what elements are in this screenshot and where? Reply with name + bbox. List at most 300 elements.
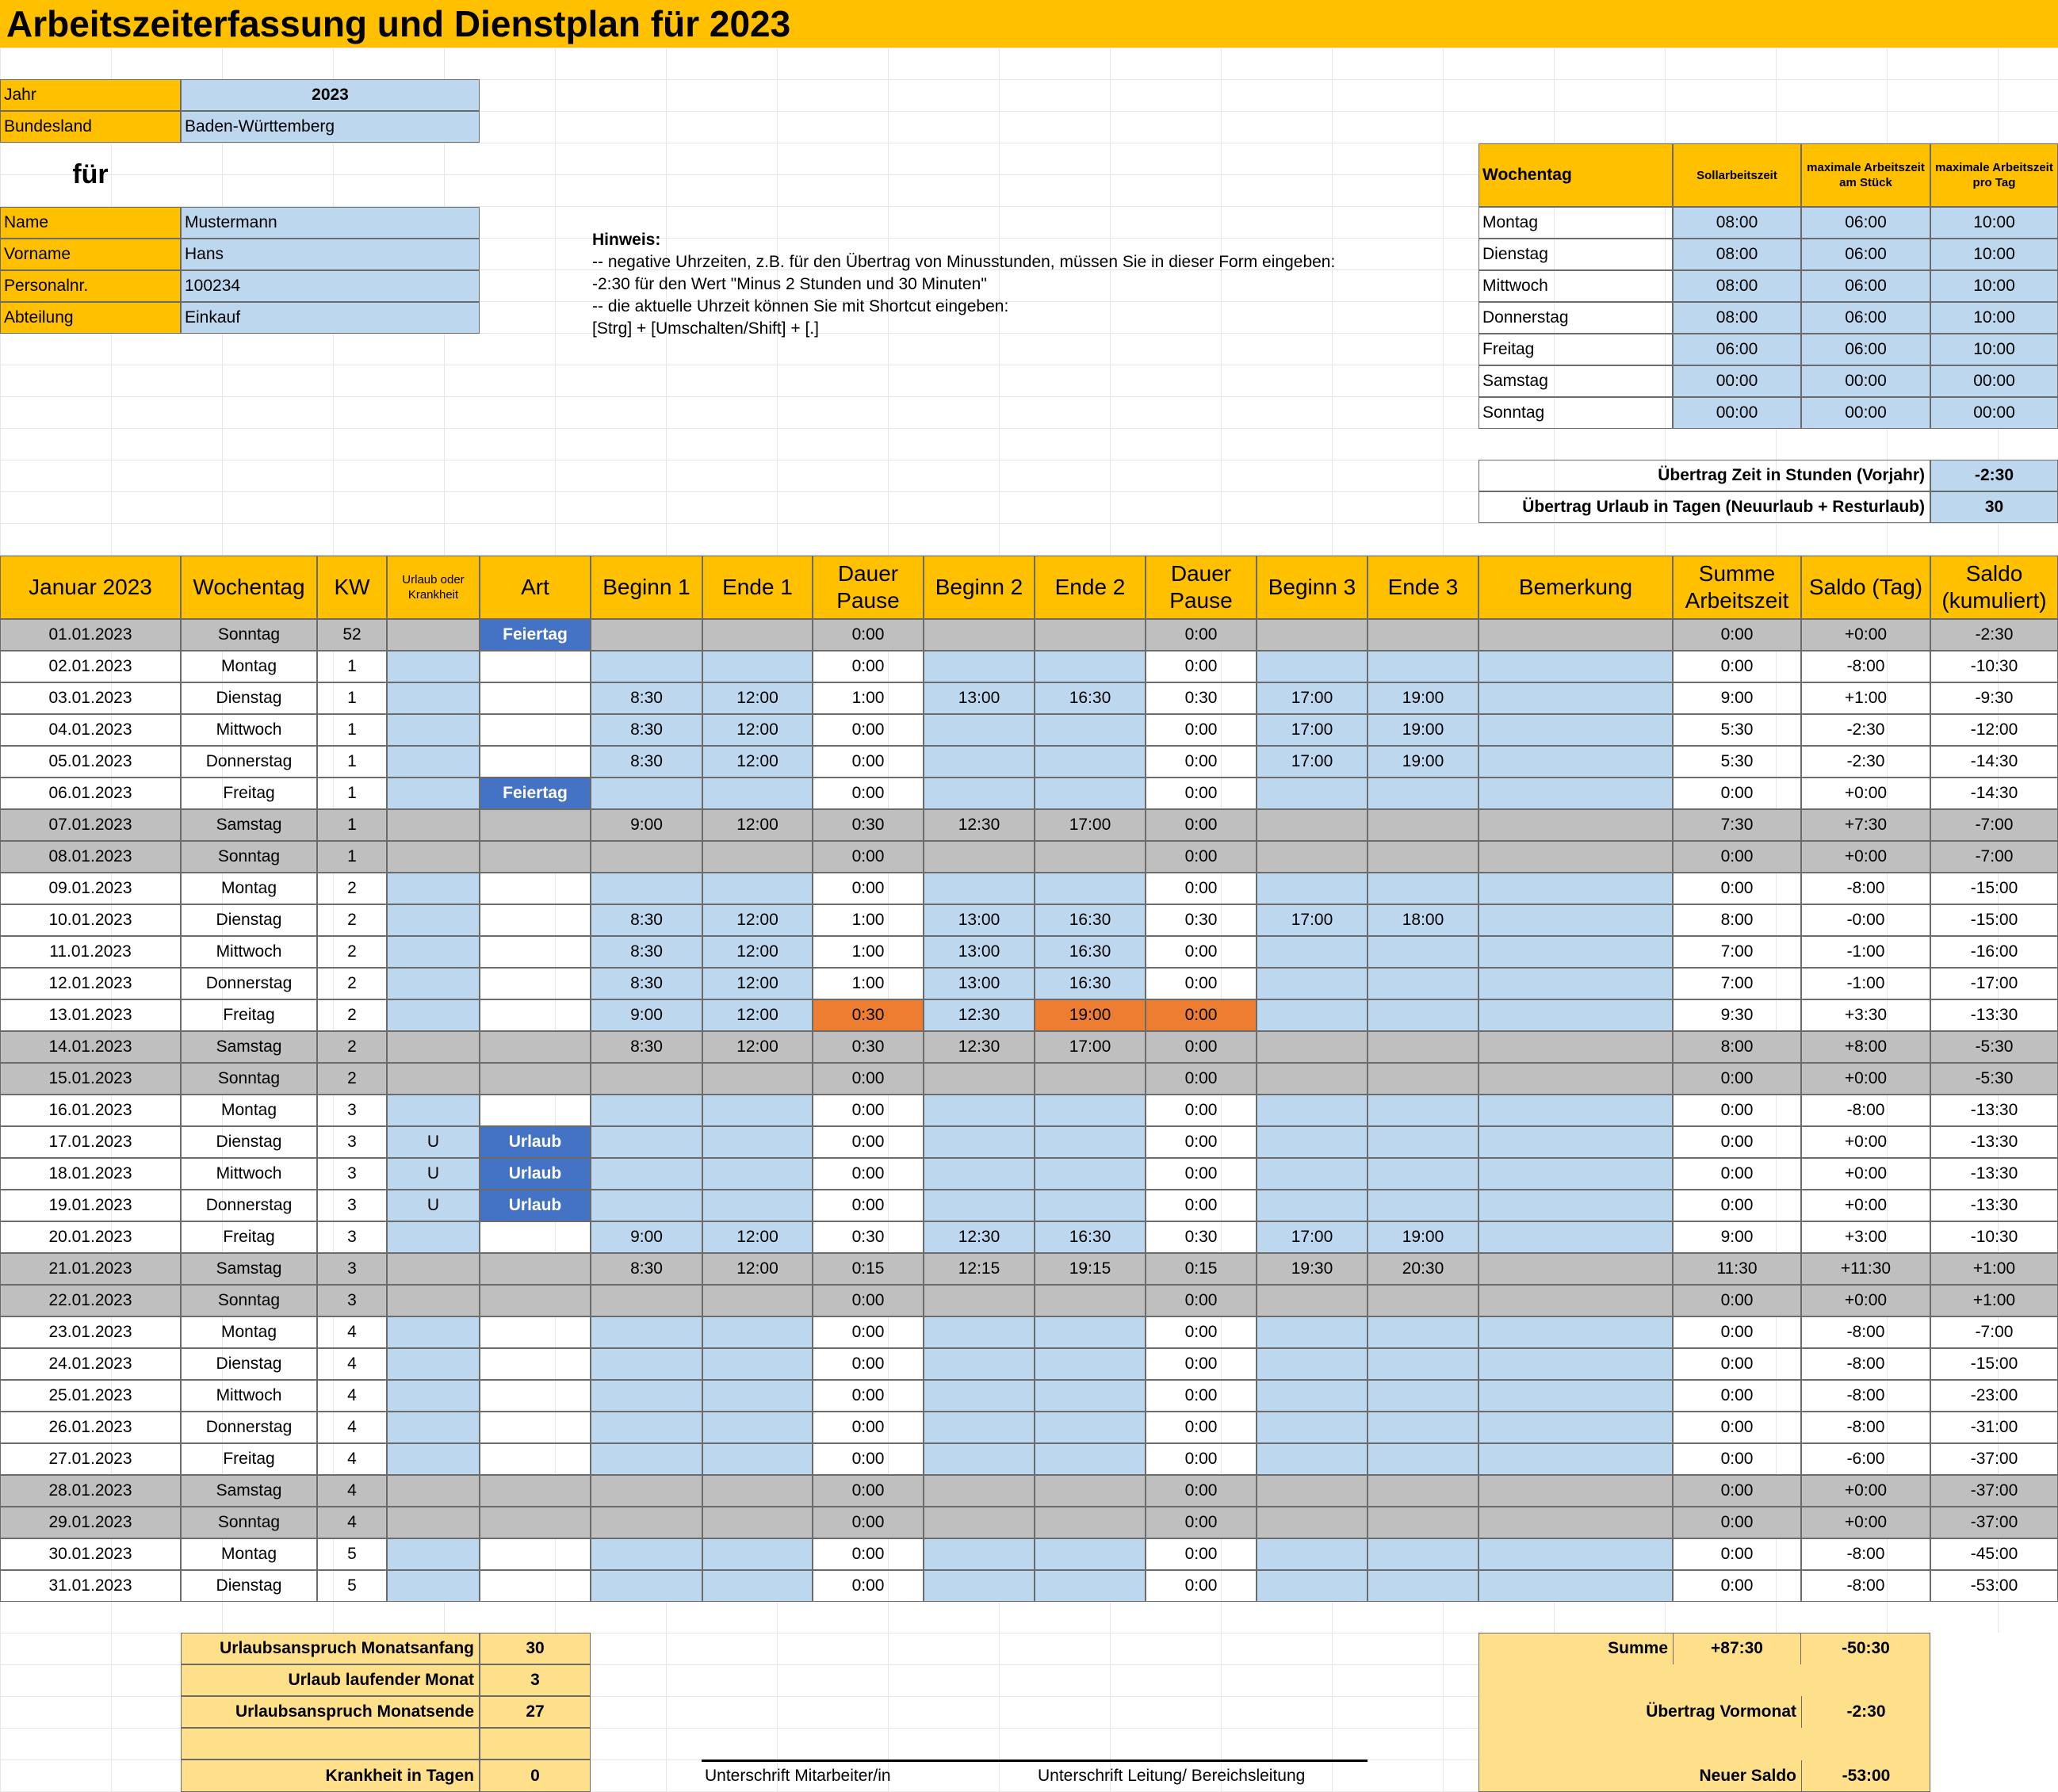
name-input[interactable]: Mustermann bbox=[181, 207, 480, 239]
row-cell-ende-3[interactable] bbox=[1368, 1475, 1478, 1507]
vorname-input[interactable]: Hans bbox=[181, 239, 480, 270]
row-cell-ende-1[interactable] bbox=[702, 1507, 813, 1538]
row-cell-ende-2[interactable]: 19:15 bbox=[1035, 1253, 1146, 1285]
row-cell-bemerkung[interactable] bbox=[1478, 936, 1673, 968]
row-cell-ende-3[interactable] bbox=[1368, 873, 1478, 904]
row-cell-beginn-3[interactable] bbox=[1257, 968, 1368, 999]
row-cell-beginn-2[interactable] bbox=[924, 1412, 1035, 1443]
weekly-hours-input[interactable]: 10:00 bbox=[1930, 334, 2058, 365]
row-cell-ende-1[interactable] bbox=[702, 1443, 813, 1475]
row-cell-ende-1[interactable] bbox=[702, 1316, 813, 1348]
row-cell-urlaub-krankheit[interactable] bbox=[387, 651, 480, 682]
row-cell-bemerkung[interactable] bbox=[1478, 1412, 1673, 1443]
weekly-hours-input[interactable]: 06:00 bbox=[1801, 270, 1930, 302]
row-cell-urlaub-krankheit[interactable] bbox=[387, 1443, 480, 1475]
row-cell-bemerkung[interactable] bbox=[1478, 904, 1673, 936]
row-cell-beginn-1[interactable] bbox=[591, 1443, 702, 1475]
row-cell-beginn-3[interactable] bbox=[1257, 1570, 1368, 1602]
row-cell-beginn-2[interactable] bbox=[924, 1190, 1035, 1221]
row-cell-beginn-1[interactable]: 8:30 bbox=[591, 1031, 702, 1063]
row-cell-beginn-3[interactable] bbox=[1257, 651, 1368, 682]
row-cell-ende-3[interactable] bbox=[1368, 999, 1478, 1031]
row-cell-kw: 2 bbox=[317, 999, 387, 1031]
row-cell-bemerkung[interactable] bbox=[1478, 1126, 1673, 1158]
row-cell-bemerkung[interactable] bbox=[1478, 714, 1673, 746]
row-cell-bemerkung[interactable] bbox=[1478, 873, 1673, 904]
row-cell-ende-1[interactable] bbox=[702, 1348, 813, 1380]
row-cell-beginn-1[interactable] bbox=[591, 1475, 702, 1507]
row-cell-beginn-1[interactable] bbox=[591, 1507, 702, 1538]
jahr-input[interactable]: 2023 bbox=[181, 79, 480, 111]
row-cell-urlaub-krankheit[interactable] bbox=[387, 682, 480, 714]
row-cell-urlaub-krankheit[interactable] bbox=[387, 1475, 480, 1507]
row-cell-beginn-2[interactable] bbox=[924, 841, 1035, 873]
row-cell-beginn-2[interactable]: 13:00 bbox=[924, 968, 1035, 999]
row-cell-ende-2[interactable] bbox=[1035, 1063, 1146, 1095]
row-cell-ende-3[interactable] bbox=[1368, 1507, 1478, 1538]
row-cell-ende-2[interactable] bbox=[1035, 841, 1146, 873]
row-cell-ende-2[interactable]: 16:30 bbox=[1035, 682, 1146, 714]
row-cell-urlaub-krankheit[interactable] bbox=[387, 904, 480, 936]
row-cell-ende-2[interactable] bbox=[1035, 1538, 1146, 1570]
row-cell-beginn-3[interactable]: 17:00 bbox=[1257, 714, 1368, 746]
row-cell-beginn-3[interactable] bbox=[1257, 936, 1368, 968]
row-cell-beginn-1[interactable] bbox=[591, 778, 702, 809]
weekly-hours-input[interactable]: 00:00 bbox=[1930, 365, 2058, 397]
row-cell-urlaub-krankheit[interactable] bbox=[387, 1063, 480, 1095]
row-cell-bemerkung[interactable] bbox=[1478, 1158, 1673, 1190]
row-cell-ende-1[interactable] bbox=[702, 1158, 813, 1190]
row-cell-ende-1[interactable] bbox=[702, 1126, 813, 1158]
row-cell-ende-2[interactable]: 17:00 bbox=[1035, 809, 1146, 841]
bundesland-select[interactable]: Baden-Württemberg bbox=[181, 111, 480, 143]
row-cell-bemerkung[interactable] bbox=[1478, 968, 1673, 999]
row-cell-beginn-2[interactable] bbox=[924, 1538, 1035, 1570]
row-cell-ende-2[interactable] bbox=[1035, 1570, 1146, 1602]
weekly-hours-input[interactable]: 06:00 bbox=[1673, 334, 1801, 365]
row-cell-beginn-3[interactable] bbox=[1257, 1126, 1368, 1158]
row-cell-beginn-3[interactable] bbox=[1257, 1507, 1368, 1538]
row-cell-urlaub-krankheit[interactable]: U bbox=[387, 1126, 480, 1158]
row-cell-urlaub-krankheit[interactable] bbox=[387, 1570, 480, 1602]
row-cell-beginn-3[interactable] bbox=[1257, 1158, 1368, 1190]
row-cell-ende-3[interactable]: 19:00 bbox=[1368, 1221, 1478, 1253]
row-cell-beginn-2[interactable]: 12:30 bbox=[924, 1031, 1035, 1063]
row-cell-urlaub-krankheit[interactable] bbox=[387, 841, 480, 873]
row-cell-beginn-2[interactable] bbox=[924, 1285, 1035, 1316]
row-cell-ende-1[interactable] bbox=[702, 841, 813, 873]
row-cell-art[interactable]: Urlaub bbox=[480, 1126, 591, 1158]
row-cell-beginn-3[interactable] bbox=[1257, 619, 1368, 651]
row-cell-beginn-1[interactable] bbox=[591, 1158, 702, 1190]
row-cell-beginn-2[interactable]: 13:00 bbox=[924, 904, 1035, 936]
row-cell-saldo-tag: -0:00 bbox=[1801, 904, 1930, 936]
row-cell-urlaub-krankheit[interactable] bbox=[387, 1412, 480, 1443]
row-cell-art bbox=[480, 809, 591, 841]
row-cell-ende-1[interactable] bbox=[702, 651, 813, 682]
row-cell-beginn-2[interactable] bbox=[924, 619, 1035, 651]
row-cell-ende-2[interactable] bbox=[1035, 714, 1146, 746]
uebertrag-zeit-input[interactable]: -2:30 bbox=[1930, 460, 2058, 491]
row-cell-kw: 3 bbox=[317, 1253, 387, 1285]
row-cell-ende-1[interactable]: 12:00 bbox=[702, 999, 813, 1031]
row-cell-beginn-1[interactable] bbox=[591, 1412, 702, 1443]
row-cell-ende-1[interactable]: 12:00 bbox=[702, 936, 813, 968]
row-cell-ende-3[interactable] bbox=[1368, 841, 1478, 873]
row-cell-beginn-2[interactable] bbox=[924, 1063, 1035, 1095]
row-cell-bemerkung[interactable] bbox=[1478, 999, 1673, 1031]
row-cell-ende-3[interactable] bbox=[1368, 809, 1478, 841]
row-cell-ende-2[interactable]: 19:00 bbox=[1035, 999, 1146, 1031]
row-cell-ende-2[interactable] bbox=[1035, 1348, 1146, 1380]
row-cell-beginn-1[interactable] bbox=[591, 1348, 702, 1380]
weekly-hours-input[interactable]: 06:00 bbox=[1801, 207, 1930, 239]
weekly-hours-input[interactable]: 10:00 bbox=[1930, 270, 2058, 302]
weekly-hours-input[interactable]: 08:00 bbox=[1673, 239, 1801, 270]
weekly-hours-input[interactable]: 06:00 bbox=[1801, 334, 1930, 365]
row-cell-ende-3[interactable]: 18:00 bbox=[1368, 904, 1478, 936]
row-cell-beginn-1[interactable]: 8:30 bbox=[591, 746, 702, 778]
weekly-hours-input[interactable]: 08:00 bbox=[1673, 270, 1801, 302]
row-cell-ende-3[interactable] bbox=[1368, 1570, 1478, 1602]
row-cell-ende-2[interactable] bbox=[1035, 1158, 1146, 1190]
row-cell-art[interactable]: Urlaub bbox=[480, 1158, 591, 1190]
row-cell-beginn-1[interactable] bbox=[591, 1538, 702, 1570]
row-cell-beginn-2[interactable]: 12:30 bbox=[924, 809, 1035, 841]
row-cell-beginn-2[interactable]: 12:30 bbox=[924, 999, 1035, 1031]
weekly-hours-input[interactable]: 00:00 bbox=[1801, 365, 1930, 397]
row-cell-bemerkung[interactable] bbox=[1478, 1190, 1673, 1221]
row-cell-beginn-2[interactable] bbox=[924, 1443, 1035, 1475]
row-cell-bemerkung[interactable] bbox=[1478, 1443, 1673, 1475]
row-cell-ende-3[interactable] bbox=[1368, 1348, 1478, 1380]
row-cell-ende-3[interactable] bbox=[1368, 778, 1478, 809]
row-cell-beginn-1[interactable] bbox=[591, 1190, 702, 1221]
row-cell-beginn-1[interactable]: 9:00 bbox=[591, 1221, 702, 1253]
row-cell-ende-2[interactable] bbox=[1035, 1443, 1146, 1475]
row-cell-urlaub-krankheit[interactable] bbox=[387, 1253, 480, 1285]
weekly-hours-input[interactable]: 10:00 bbox=[1930, 207, 2058, 239]
row-cell-urlaub-krankheit[interactable]: U bbox=[387, 1190, 480, 1221]
row-cell-ende-2[interactable] bbox=[1035, 778, 1146, 809]
row-cell-ende-3[interactable] bbox=[1368, 1285, 1478, 1316]
row-cell-beginn-2[interactable] bbox=[924, 1126, 1035, 1158]
row-cell-urlaub-krankheit[interactable] bbox=[387, 1538, 480, 1570]
row-cell-ende-1[interactable] bbox=[702, 1475, 813, 1507]
row-cell-ende-3[interactable] bbox=[1368, 968, 1478, 999]
row-cell-ende-3[interactable]: 20:30 bbox=[1368, 1253, 1478, 1285]
row-cell-ende-2[interactable] bbox=[1035, 1190, 1146, 1221]
row-cell-bemerkung[interactable] bbox=[1478, 682, 1673, 714]
row-cell-bemerkung[interactable] bbox=[1478, 619, 1673, 651]
row-cell-urlaub-krankheit[interactable] bbox=[387, 714, 480, 746]
weekly-hours-input[interactable]: 10:00 bbox=[1930, 302, 2058, 334]
row-cell-urlaub-krankheit[interactable] bbox=[387, 746, 480, 778]
row-cell-ende-3[interactable] bbox=[1368, 936, 1478, 968]
weekly-hours-input[interactable]: 06:00 bbox=[1801, 239, 1930, 270]
row-cell-ende-1[interactable] bbox=[702, 1570, 813, 1602]
row-cell-ende-1[interactable]: 12:00 bbox=[702, 968, 813, 999]
row-cell-beginn-1[interactable]: 8:30 bbox=[591, 682, 702, 714]
row-cell-beginn-2[interactable]: 13:00 bbox=[924, 682, 1035, 714]
row-cell-ende-3[interactable] bbox=[1368, 651, 1478, 682]
row-cell-art[interactable]: Feiertag bbox=[480, 778, 591, 809]
row-cell-beginn-1[interactable]: 9:00 bbox=[591, 809, 702, 841]
row-cell-beginn-1[interactable] bbox=[591, 1380, 702, 1412]
row-cell-urlaub-krankheit[interactable] bbox=[387, 999, 480, 1031]
row-cell-ende-2[interactable] bbox=[1035, 1285, 1146, 1316]
weekly-hours-input[interactable]: 06:00 bbox=[1801, 302, 1930, 334]
row-cell-beginn-1[interactable] bbox=[591, 1063, 702, 1095]
row-cell-date: 30.01.2023 bbox=[0, 1538, 181, 1570]
row-cell-beginn-1[interactable] bbox=[591, 651, 702, 682]
row-cell-ende-1[interactable] bbox=[702, 1095, 813, 1126]
row-cell-urlaub-krankheit[interactable] bbox=[387, 619, 480, 651]
row-cell-date: 06.01.2023 bbox=[0, 778, 181, 809]
row-cell-beginn-1[interactable]: 9:00 bbox=[591, 999, 702, 1031]
row-cell-beginn-3[interactable]: 17:00 bbox=[1257, 904, 1368, 936]
row-cell-beginn-2[interactable] bbox=[924, 1507, 1035, 1538]
row-cell-ende-1[interactable]: 12:00 bbox=[702, 714, 813, 746]
row-cell-ende-3[interactable] bbox=[1368, 1538, 1478, 1570]
row-cell-beginn-2[interactable]: 13:00 bbox=[924, 936, 1035, 968]
row-cell-ende-3[interactable] bbox=[1368, 1126, 1478, 1158]
row-cell-beginn-1[interactable] bbox=[591, 1570, 702, 1602]
row-cell-beginn-3[interactable] bbox=[1257, 809, 1368, 841]
row-cell-bemerkung[interactable] bbox=[1478, 1221, 1673, 1253]
row-cell-ende-1[interactable]: 12:00 bbox=[702, 746, 813, 778]
row-cell-beginn-3[interactable] bbox=[1257, 778, 1368, 809]
row-cell-ende-3[interactable] bbox=[1368, 1443, 1478, 1475]
row-cell-date: 21.01.2023 bbox=[0, 1253, 181, 1285]
row-cell-ende-1[interactable]: 12:00 bbox=[702, 1221, 813, 1253]
row-cell-beginn-2[interactable] bbox=[924, 1316, 1035, 1348]
row-cell-ende-3[interactable]: 19:00 bbox=[1368, 714, 1478, 746]
row-cell-ende-3[interactable] bbox=[1368, 1412, 1478, 1443]
row-cell-beginn-3[interactable] bbox=[1257, 1443, 1368, 1475]
row-cell-urlaub-krankheit[interactable] bbox=[387, 1348, 480, 1380]
row-cell-beginn-3[interactable]: 19:30 bbox=[1257, 1253, 1368, 1285]
row-cell-beginn-1[interactable]: 8:30 bbox=[591, 1253, 702, 1285]
row-cell-urlaub-krankheit[interactable] bbox=[387, 1221, 480, 1253]
row-cell-bemerkung[interactable] bbox=[1478, 651, 1673, 682]
row-cell-ende-1[interactable] bbox=[702, 778, 813, 809]
row-cell-beginn-3[interactable] bbox=[1257, 841, 1368, 873]
row-cell-ende-2[interactable] bbox=[1035, 1475, 1146, 1507]
row-cell-bemerkung[interactable] bbox=[1478, 1538, 1673, 1570]
row-cell-ende-3[interactable] bbox=[1368, 1095, 1478, 1126]
row-cell-ende-1[interactable] bbox=[702, 1538, 813, 1570]
row-cell-weekday: Dienstag bbox=[181, 904, 317, 936]
row-cell-beginn-2[interactable] bbox=[924, 1380, 1035, 1412]
row-cell-beginn-3[interactable] bbox=[1257, 1538, 1368, 1570]
row-cell-ende-3[interactable]: 19:00 bbox=[1368, 682, 1478, 714]
row-cell-ende-2[interactable] bbox=[1035, 746, 1146, 778]
row-cell-urlaub-krankheit[interactable] bbox=[387, 968, 480, 999]
row-cell-ende-2[interactable]: 16:30 bbox=[1035, 936, 1146, 968]
row-cell-ende-2[interactable] bbox=[1035, 1316, 1146, 1348]
row-cell-beginn-1[interactable] bbox=[591, 1095, 702, 1126]
row-cell-bemerkung[interactable] bbox=[1478, 841, 1673, 873]
row-cell-beginn-2[interactable] bbox=[924, 651, 1035, 682]
row-cell-ende-2[interactable] bbox=[1035, 1507, 1146, 1538]
row-cell-ende-1[interactable] bbox=[702, 619, 813, 651]
row-cell-ende-3[interactable] bbox=[1368, 1190, 1478, 1221]
row-cell-urlaub-krankheit[interactable] bbox=[387, 1285, 480, 1316]
row-cell-beginn-2[interactable]: 12:15 bbox=[924, 1253, 1035, 1285]
row-cell-bemerkung[interactable] bbox=[1478, 1348, 1673, 1380]
row-cell-ende-1[interactable]: 12:00 bbox=[702, 809, 813, 841]
row-cell-beginn-3[interactable]: 17:00 bbox=[1257, 682, 1368, 714]
row-cell-urlaub-krankheit[interactable] bbox=[387, 1380, 480, 1412]
row-cell-ende-1[interactable]: 12:00 bbox=[702, 904, 813, 936]
personalnr-input[interactable]: 100234 bbox=[181, 270, 480, 302]
row-cell-ende-2[interactable]: 17:00 bbox=[1035, 1031, 1146, 1063]
row-cell-beginn-1[interactable] bbox=[591, 1126, 702, 1158]
date-header: Januar 2023 bbox=[0, 556, 181, 619]
row-cell-pause-2: 0:15 bbox=[1146, 1253, 1257, 1285]
row-cell-kw: 4 bbox=[317, 1348, 387, 1380]
row-cell-ende-1[interactable] bbox=[702, 1412, 813, 1443]
row-cell-ende-2[interactable]: 16:30 bbox=[1035, 968, 1146, 999]
row-cell-ende-3[interactable] bbox=[1368, 1316, 1478, 1348]
row-cell-ende-2[interactable] bbox=[1035, 1412, 1146, 1443]
row-cell-beginn-1[interactable] bbox=[591, 1285, 702, 1316]
row-cell-urlaub-krankheit[interactable]: U bbox=[387, 1158, 480, 1190]
row-cell-ende-1[interactable] bbox=[702, 1190, 813, 1221]
row-cell-beginn-3[interactable] bbox=[1257, 1190, 1368, 1221]
row-cell-bemerkung[interactable] bbox=[1478, 1316, 1673, 1348]
row-cell-ende-2[interactable]: 16:30 bbox=[1035, 1221, 1146, 1253]
row-cell-beginn-1[interactable] bbox=[591, 1316, 702, 1348]
row-cell-urlaub-krankheit[interactable] bbox=[387, 809, 480, 841]
row-cell-beginn-3[interactable] bbox=[1257, 1380, 1368, 1412]
row-cell-bemerkung[interactable] bbox=[1478, 1253, 1673, 1285]
row-cell-ende-2[interactable] bbox=[1035, 1126, 1146, 1158]
abteilung-input[interactable]: Einkauf bbox=[181, 302, 480, 334]
row-cell-beginn-1[interactable]: 8:30 bbox=[591, 968, 702, 999]
row-cell-ende-1[interactable] bbox=[702, 873, 813, 904]
row-cell-beginn-1[interactable] bbox=[591, 873, 702, 904]
row-cell-beginn-1[interactable] bbox=[591, 841, 702, 873]
row-cell-art[interactable]: Urlaub bbox=[480, 1190, 591, 1221]
row-cell-beginn-3[interactable] bbox=[1257, 873, 1368, 904]
row-cell-beginn-2[interactable] bbox=[924, 714, 1035, 746]
row-cell-urlaub-krankheit[interactable] bbox=[387, 1507, 480, 1538]
row-cell-ende-1[interactable]: 12:00 bbox=[702, 682, 813, 714]
row-cell-bemerkung[interactable] bbox=[1478, 1380, 1673, 1412]
row-cell-ende-3[interactable] bbox=[1368, 1380, 1478, 1412]
row-cell-beginn-3[interactable] bbox=[1257, 1031, 1368, 1063]
row-cell-beginn-1[interactable] bbox=[591, 619, 702, 651]
row-cell-ende-2[interactable] bbox=[1035, 1095, 1146, 1126]
row-cell-pause-2: 0:00 bbox=[1146, 1348, 1257, 1380]
row-cell-urlaub-krankheit[interactable] bbox=[387, 778, 480, 809]
row-cell-ende-2[interactable]: 16:30 bbox=[1035, 904, 1146, 936]
weekly-hours-input[interactable]: 10:00 bbox=[1930, 239, 2058, 270]
row-cell-bemerkung[interactable] bbox=[1478, 1285, 1673, 1316]
row-cell-ende-3[interactable] bbox=[1368, 1158, 1478, 1190]
row-cell-urlaub-krankheit[interactable] bbox=[387, 1031, 480, 1063]
row-cell-beginn-2[interactable] bbox=[924, 746, 1035, 778]
row-cell-beginn-2[interactable] bbox=[924, 1475, 1035, 1507]
row-cell-beginn-3[interactable] bbox=[1257, 1095, 1368, 1126]
row-cell-bemerkung[interactable] bbox=[1478, 1063, 1673, 1095]
weekly-hours-input[interactable]: 00:00 bbox=[1673, 365, 1801, 397]
row-cell-saldo-kumuliert: -53:00 bbox=[1930, 1570, 2058, 1602]
row-cell-ende-2[interactable] bbox=[1035, 619, 1146, 651]
row-cell-beginn-1[interactable]: 8:30 bbox=[591, 714, 702, 746]
row-cell-bemerkung[interactable] bbox=[1478, 1031, 1673, 1063]
row-cell-saldo-kumuliert: -37:00 bbox=[1930, 1475, 2058, 1507]
row-cell-ende-2[interactable] bbox=[1035, 873, 1146, 904]
row-cell-beginn-2[interactable] bbox=[924, 1095, 1035, 1126]
row-cell-beginn-3[interactable] bbox=[1257, 1063, 1368, 1095]
row-cell-beginn-3[interactable] bbox=[1257, 999, 1368, 1031]
row-cell-ende-3[interactable] bbox=[1368, 619, 1478, 651]
row-cell-ende-2[interactable] bbox=[1035, 651, 1146, 682]
row-cell-beginn-2[interactable] bbox=[924, 1158, 1035, 1190]
row-cell-beginn-2[interactable] bbox=[924, 1348, 1035, 1380]
row-cell-beginn-3[interactable]: 17:00 bbox=[1257, 746, 1368, 778]
weekly-hours-input[interactable]: 00:00 bbox=[1930, 397, 2058, 429]
row-cell-beginn-1[interactable]: 8:30 bbox=[591, 904, 702, 936]
row-cell-beginn-3[interactable] bbox=[1257, 1348, 1368, 1380]
row-cell-ende-3[interactable] bbox=[1368, 1063, 1478, 1095]
row-cell-beginn-2[interactable] bbox=[924, 873, 1035, 904]
row-cell-ende-1[interactable] bbox=[702, 1380, 813, 1412]
row-cell-ende-1[interactable]: 12:00 bbox=[702, 1031, 813, 1063]
row-cell-beginn-2[interactable]: 12:30 bbox=[924, 1221, 1035, 1253]
row-cell-urlaub-krankheit[interactable] bbox=[387, 1316, 480, 1348]
uebertrag-urlaub-input[interactable]: 30 bbox=[1930, 491, 2058, 523]
row-cell-ende-3[interactable]: 19:00 bbox=[1368, 746, 1478, 778]
row-cell-ende-1[interactable] bbox=[702, 1285, 813, 1316]
row-cell-beginn-3[interactable]: 17:00 bbox=[1257, 1221, 1368, 1253]
row-cell-saldo-kumuliert: -7:00 bbox=[1930, 841, 2058, 873]
weekly-hours-input[interactable]: 08:00 bbox=[1673, 302, 1801, 334]
row-cell-beginn-3[interactable] bbox=[1257, 1475, 1368, 1507]
row-cell-beginn-3[interactable] bbox=[1257, 1316, 1368, 1348]
row-cell-beginn-3[interactable] bbox=[1257, 1412, 1368, 1443]
row-cell-beginn-3[interactable] bbox=[1257, 1285, 1368, 1316]
row-cell-ende-3[interactable] bbox=[1368, 1031, 1478, 1063]
row-cell-bemerkung[interactable] bbox=[1478, 778, 1673, 809]
weekly-hours-input[interactable]: 00:00 bbox=[1673, 397, 1801, 429]
row-cell-urlaub-krankheit[interactable] bbox=[387, 1095, 480, 1126]
row-cell-beginn-2[interactable] bbox=[924, 1570, 1035, 1602]
row-cell-beginn-1[interactable]: 8:30 bbox=[591, 936, 702, 968]
row-cell-bemerkung[interactable] bbox=[1478, 746, 1673, 778]
row-cell-bemerkung[interactable] bbox=[1478, 1570, 1673, 1602]
row-cell-pause-2: 0:00 bbox=[1146, 1316, 1257, 1348]
row-cell-urlaub-krankheit[interactable] bbox=[387, 936, 480, 968]
row-cell-ende-1[interactable] bbox=[702, 1063, 813, 1095]
row-cell-ende-1[interactable]: 12:00 bbox=[702, 1253, 813, 1285]
row-cell-beginn-2[interactable] bbox=[924, 778, 1035, 809]
row-cell-summe-arbeitszeit: 0:00 bbox=[1673, 1348, 1801, 1380]
row-cell-art[interactable]: Feiertag bbox=[480, 619, 591, 651]
weekly-hours-input[interactable]: 00:00 bbox=[1801, 397, 1930, 429]
weekly-hours-input[interactable]: 08:00 bbox=[1673, 207, 1801, 239]
row-cell-ende-2[interactable] bbox=[1035, 1380, 1146, 1412]
row-cell-bemerkung[interactable] bbox=[1478, 809, 1673, 841]
row-cell-urlaub-krankheit[interactable] bbox=[387, 873, 480, 904]
row-cell-bemerkung[interactable] bbox=[1478, 1507, 1673, 1538]
row-cell-bemerkung[interactable] bbox=[1478, 1475, 1673, 1507]
row-cell-summe-arbeitszeit: 7:00 bbox=[1673, 936, 1801, 968]
row-cell-bemerkung[interactable] bbox=[1478, 1095, 1673, 1126]
